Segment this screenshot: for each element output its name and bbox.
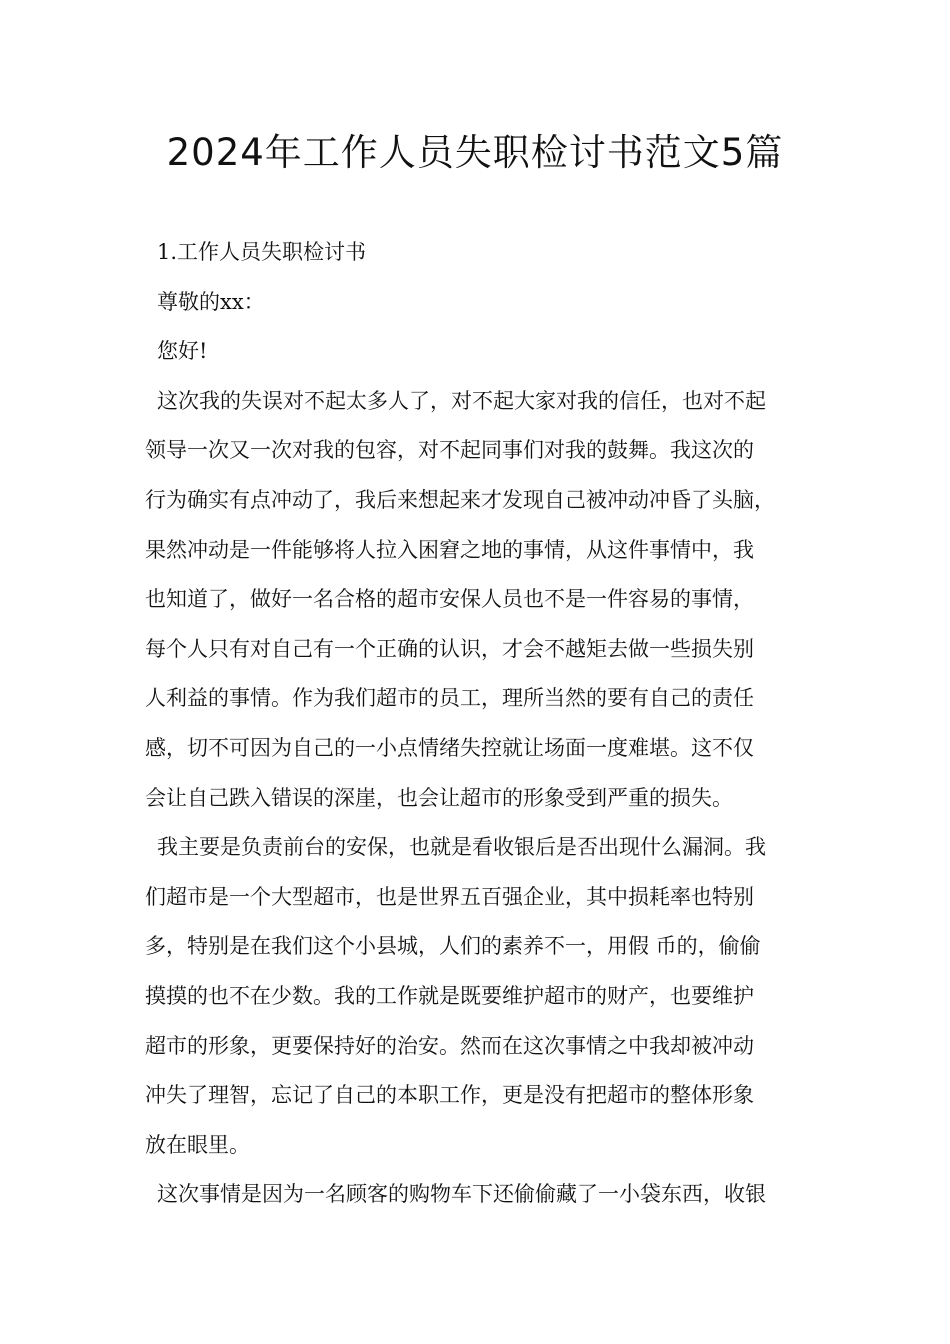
paragraph-line: 们超市是一个大型超市，也是世界五百强企业，其中损耗率也特别	[145, 884, 754, 909]
paragraph-line: 这次事情是因为一名顾客的购物车下还偷偷藏了一小袋东西，收银	[157, 1182, 766, 1207]
document-body	[145, 235, 813, 1227]
paragraph-line: 我主要是负责前台的安保，也就是看收银后是否出现什么漏洞。我	[157, 835, 766, 860]
paragraph-line: 行为确实有点冲动了，我后来想起来才发现自己被冲动冲昏了头脑，	[145, 487, 775, 512]
paragraph-line: 果然冲动是一件能够将人拉入困窘之地的事情，从这件事情中，我	[145, 537, 754, 562]
paragraph-line: 感，切不可因为自己的一小点情绪失控就让场面一度难堪。这不仅	[145, 735, 754, 760]
greeting: 您好!	[157, 339, 208, 364]
paragraph-line: 多，特别是在我们这个小县城，人们的素养不一，用假 币的，偷偷	[145, 934, 761, 959]
paragraph-line: 领导一次又一次对我的包容，对不起同事们对我的鼓舞。我这次的	[145, 438, 754, 463]
paragraph-line: 这次我的失误对不起太多人了，对不起大家对我的信任，也对不起	[157, 388, 766, 413]
paragraph-line: 人利益的事情。作为我们超市的员工，理所当然的要有自己的责任	[145, 686, 754, 711]
paragraph-line: 也知道了，做好一名合格的超市安保人员也不是一件容易的事情，	[145, 587, 754, 612]
paragraph-line: 会让自己跌入错误的深崖，也会让超市的形象受到严重的损失。	[145, 785, 733, 810]
paragraph-line: 每个人只有对自己有一个正确的认识，才会不越矩去做一些损失别	[145, 636, 754, 661]
paragraph-line: 冲失了理智，忘记了自己的本职工作，更是没有把超市的整体形象	[145, 1083, 754, 1108]
salutation: 尊敬的xx：	[157, 289, 265, 314]
section-heading: 1.工作人员失职检讨书	[157, 240, 367, 264]
paragraph-line: 摸摸的也不在少数。我的工作就是既要维护超市的财产，也要维护	[145, 983, 754, 1008]
paragraph-line: 放在眼里。	[145, 1132, 250, 1157]
document-title: 2024年工作人员失职检讨书范文5篇	[166, 131, 784, 174]
paragraph-line: 超市的形象，更要保持好的治安。然而在这次事情之中我却被冲动	[145, 1033, 754, 1058]
